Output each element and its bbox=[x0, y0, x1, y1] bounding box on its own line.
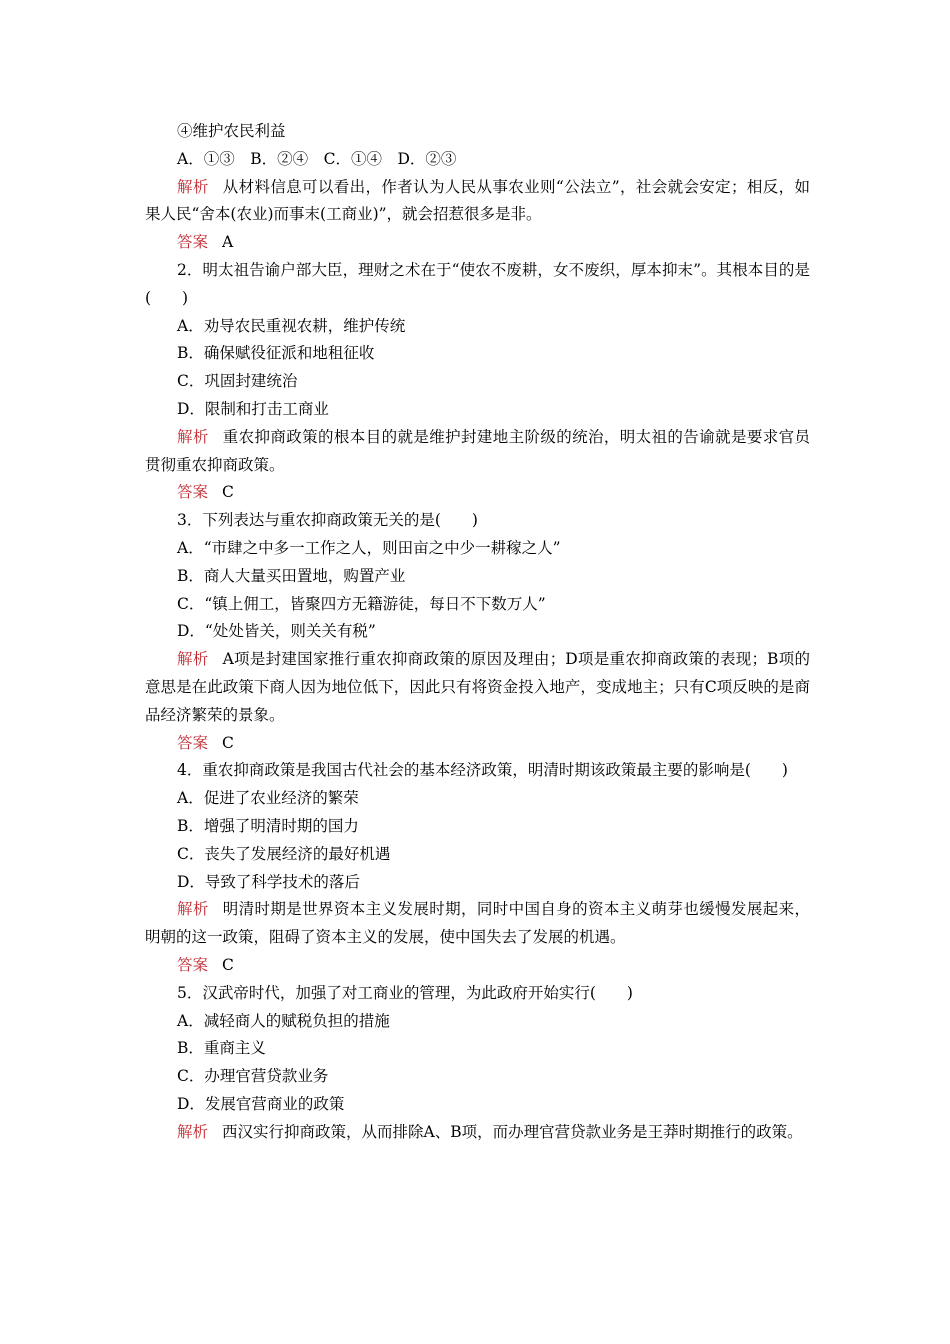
q4-option-a: A．促进了农业经济的繁荣 bbox=[177, 789, 359, 808]
analysis-label: 解析 bbox=[177, 650, 209, 669]
q1-answer-value: A bbox=[222, 233, 234, 252]
q2-option-b: B．确保赋役征派和地租征收 bbox=[177, 344, 375, 363]
q4-option-b: B．增强了明清时期的国力 bbox=[177, 816, 359, 835]
q1-option-4: ④维护农民利益 bbox=[177, 122, 286, 140]
analysis-label: 解析 bbox=[177, 900, 209, 919]
q3-option-b: B．商人大量买田置地，购置产业 bbox=[177, 566, 406, 585]
q3-analysis-text: A项是封建国家推行重农抑商政策的原因及理由；D项是重农抑商政策的表现；B项的意思是在此政策下商人因为地位低下，因此只有将资金投入地产，变成地主；只有C项反映的是商品经济繁荣的景象。 bbox=[145, 650, 810, 724]
q1-answer bbox=[145, 229, 810, 257]
q5-option-d: D．发展官营商业的政策 bbox=[177, 1094, 345, 1113]
answer-label: 答案 bbox=[177, 233, 209, 252]
q5-stem: 5．汉武帝时代，加强了对工商业的管理，为此政府开始实行( ) bbox=[177, 983, 633, 1002]
q5-analysis-text: 西汉实行抑商政策，从而排除A、B项，而办理官营贷款业务是王莽时期推行的政策。 bbox=[222, 1122, 803, 1141]
analysis-label: 解析 bbox=[177, 1122, 209, 1141]
analysis-label: 解析 bbox=[177, 177, 209, 196]
q3-option-a: A．“市肆之中多一工作之人，则田亩之中少一耕稼之人” bbox=[177, 538, 561, 557]
q4-answer-value: C bbox=[222, 955, 234, 974]
q4-option-c: C．丧失了发展经济的最好机遇 bbox=[177, 844, 391, 863]
answer-label: 答案 bbox=[177, 955, 209, 974]
q2-option-d: D．限制和打击工商业 bbox=[177, 399, 329, 418]
q3-answer-value: C bbox=[222, 733, 234, 752]
q3-stem: 3．下列表达与重农抑商政策无关的是( ) bbox=[177, 511, 478, 530]
q4-stem: 4．重农抑商政策是我国古代社会的基本经济政策，明清时期该政策最主要的影响是( ) bbox=[177, 761, 788, 780]
q5-option-c: C．办理官营贷款业务 bbox=[177, 1067, 329, 1086]
q1-analysis bbox=[145, 174, 810, 230]
q3-answer bbox=[145, 730, 810, 758]
q1-analysis-text: 从材料信息可以看出，作者认为人民从事农业则“公法立”，社会就会安定；相反，如果人民“舍本(农业)而事末(工商业)”，就会招惹很多是非。 bbox=[145, 177, 810, 224]
q2-answer-value: C bbox=[222, 483, 234, 502]
q5-option-b: B．重商主义 bbox=[177, 1039, 266, 1058]
q4-option-d: D．导致了科学技术的落后 bbox=[177, 872, 360, 891]
q2-analysis-text: 重农抑商政策的根本目的就是维护封建地主阶级的统治，明太祖的告谕就是要求官员贯彻重农抑商政策。 bbox=[145, 427, 810, 474]
q4-analysis bbox=[145, 896, 810, 952]
q3-analysis bbox=[145, 646, 810, 729]
q2-answer bbox=[145, 479, 810, 507]
q1-choices: A．①③ B．②④ C．①④ D．②③ bbox=[177, 149, 457, 168]
q2-option-a: A．劝导农民重视农耕，维护传统 bbox=[177, 316, 406, 335]
q3-option-c: C．“镇上佣工，皆聚四方无籍游徒，每日不下数万人” bbox=[177, 594, 546, 613]
q5-analysis bbox=[145, 1119, 810, 1147]
analysis-label: 解析 bbox=[177, 427, 209, 446]
q4-analysis-text: 明清时期是世界资本主义发展时期，同时中国自身的资本主义萌芽也缓慢发展起来，明朝的这一政策，阻碍了资本主义的发展，使中国失去了发展的机遇。 bbox=[145, 900, 810, 947]
q4-answer bbox=[145, 952, 810, 980]
q2-stem: 2．明太祖告谕户部大臣，理财之术在于“使农不废耕，女不废织，厚本抑末”。其根本目的是( ) bbox=[145, 260, 810, 307]
q5-option-a: A．减轻商人的赋税负担的措施 bbox=[177, 1011, 390, 1030]
answer-label: 答案 bbox=[177, 733, 209, 752]
q3-option-d: D．“处处皆关，则关关有税” bbox=[177, 622, 376, 641]
document-page bbox=[145, 118, 810, 1146]
q2-option-c: C．巩固封建统治 bbox=[177, 372, 298, 391]
q2-analysis bbox=[145, 424, 810, 480]
answer-label: 答案 bbox=[177, 483, 209, 502]
